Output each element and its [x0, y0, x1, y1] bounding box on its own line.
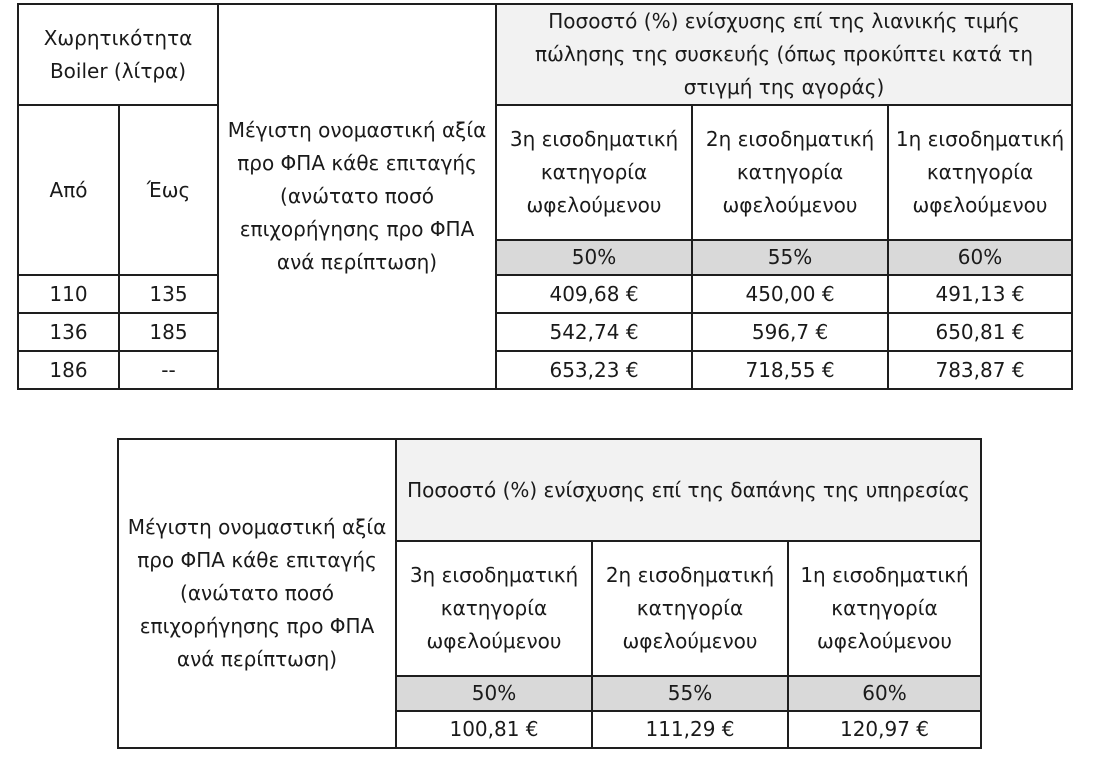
max-value-header: Μέγιστη ονομαστική αξία προ ΦΠΑ κάθε επιταγής (ανώτατο ποσό επιχορήγησης προ ΦΠΑ ανά περίπτωση)	[218, 4, 496, 389]
percentage-cell-2: 55%	[692, 240, 888, 275]
from-cell: 186	[18, 351, 119, 389]
from-cell: 136	[18, 313, 119, 351]
category-header-3: 3η εισοδηματική κατηγορία ωφελούμενου	[396, 541, 592, 676]
table-row	[18, 351, 1072, 389]
boiler-subsidy-table	[17, 3, 1073, 390]
table-row	[18, 4, 1072, 105]
service-subsidy-table	[117, 438, 982, 749]
percentage-cell-1: 60%	[888, 240, 1072, 275]
value-cell: 450,00 €	[692, 275, 888, 313]
capacity-header: Χωρητικότητα Boiler (λίτρα)	[18, 4, 218, 105]
table-row	[18, 313, 1072, 351]
percentage-cell-2: 55%	[592, 676, 788, 711]
percentage-cell-1: 60%	[788, 676, 981, 711]
category-header-2: 2η εισοδηματική κατηγορία ωφελούμενου	[592, 541, 788, 676]
category-header-1: 1η εισοδηματική κατηγορία ωφελούμενου	[888, 105, 1072, 240]
to-cell: 185	[119, 313, 218, 351]
percentage-header: Ποσοστό (%) ενίσχυσης επί της λιανικής τιμής πώλησης της συσκευής (όπως προκύπτει κατά τη στιγμή της αγοράς)	[496, 4, 1072, 105]
percentage-header: Ποσοστό (%) ενίσχυσης επί της δαπάνης της υπηρεσίας	[396, 439, 981, 541]
value-cell: 783,87 €	[888, 351, 1072, 389]
category-header-1: 1η εισοδηματική κατηγορία ωφελούμενου	[788, 541, 981, 676]
value-cell: 718,55 €	[692, 351, 888, 389]
value-cell: 111,29 €	[592, 711, 788, 748]
value-cell: 409,68 €	[496, 275, 692, 313]
from-header: Από	[18, 105, 119, 275]
to-cell: 135	[119, 275, 218, 313]
from-cell: 110	[18, 275, 119, 313]
value-cell: 596,7 €	[692, 313, 888, 351]
percentage-cell-3: 50%	[396, 676, 592, 711]
to-cell: --	[119, 351, 218, 389]
category-header-2: 2η εισοδηματική κατηγορία ωφελούμενου	[692, 105, 888, 240]
max-value-header: Μέγιστη ονομαστική αξία προ ΦΠΑ κάθε επιταγής (ανώτατο ποσό επιχορήγησης προ ΦΠΑ ανά περίπτωση)	[118, 439, 396, 748]
value-cell: 542,74 €	[496, 313, 692, 351]
value-cell: 491,13 €	[888, 275, 1072, 313]
value-cell: 100,81 €	[396, 711, 592, 748]
to-header: Έως	[119, 105, 218, 275]
table-row	[118, 439, 981, 541]
table-row	[18, 275, 1072, 313]
category-header-3: 3η εισοδηματική κατηγορία ωφελούμενου	[496, 105, 692, 240]
percentage-cell-3: 50%	[496, 240, 692, 275]
table-row	[18, 105, 1072, 240]
value-cell: 650,81 €	[888, 313, 1072, 351]
value-cell: 653,23 €	[496, 351, 692, 389]
value-cell: 120,97 €	[788, 711, 981, 748]
